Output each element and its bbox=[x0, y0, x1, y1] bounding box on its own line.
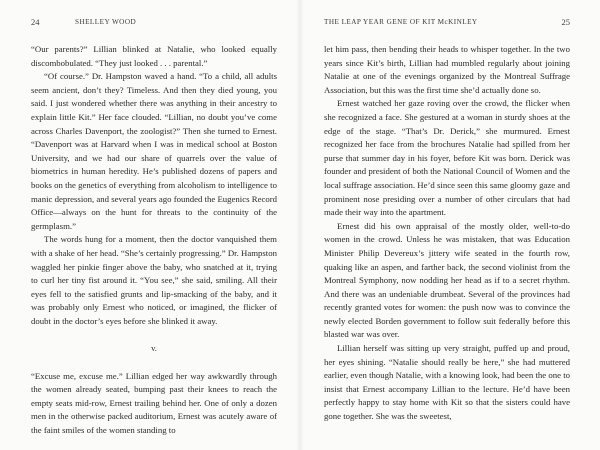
left-page-header bbox=[31, 17, 277, 29]
paragraph: “Of course.” Dr. Hampston waved a hand. “To a child, all adults seem ancient, don’t they? Timeless. And then they died young, you said. I just wondered whether there was anything in their ancestry to explain little Kit.” Her face clouded. “Lillian, no doubt you’ve come across Charles Davenport, the zoologist?” Then she turned to Ernest. “Davenport was at Harvard when I was in medical school at Boston University, and we had our share of quarrels over the value of biometrics in human heredity. He’s published dozens of papers and books on the genetics of everything from alcoholism to intelligence to manic depression, and several years ago founded the Eugenics Record Office—always on the hunt for threats to the continuity of the germplasm.” bbox=[31, 71, 277, 231]
running-head: SHELLEY WOOD bbox=[75, 17, 137, 26]
paragraph: Ernest did his own appraisal of the mostly older, well-to-do women in the crowd. Unless he was mistaken, that was Education Minister Philip Devereux’s jittery wife seated in the fourth row, quaking like an aspen, and farther back, the second violinist from the Montreal Symphony, now nodding her head as if to a secret rhythm. And there was an undeniable drumbeat. Several of the provinces had recently granted votes for women: the push now was to convince the newly elected Borden government to follow suit federally before this blasted war was over. bbox=[324, 220, 570, 340]
page-number: 24 bbox=[31, 17, 40, 27]
section-break: v. bbox=[151, 343, 157, 354]
paragraph: Ernest watched her gaze roving over the crowd, the flicker when she recognized a face. She gestured at a woman in sturdy shoes at the edge of the stage. “That’s Dr. Derick,” she murmured. Ernest recognized her face from the brochures Natalie had spilled from her purse that summer day in his foyer, before Kit was born. Derick was founder and president of both the National Council of Women and the local suffrage association. He’d since seen this same gloomy gaze and prominent nose presiding over a number of other circulars that had made their way into the apartment. bbox=[324, 98, 570, 218]
page-number: 25 bbox=[561, 17, 570, 27]
running-head: THE LEAP YEAR GENE OF KIT McKINLEY bbox=[324, 17, 478, 26]
paragraph: “Our parents?” Lillian blinked at Natalie, who looked equally discombobulated. “They just looked . . . parental.” bbox=[31, 44, 277, 68]
paragraph: let him pass, then bending their heads to whisper together. In the two years since Kit’s birth, Lillian had mumbled regularly about joining Natalie at one of the evenings organized by the Montreal Suffrage Association, but this was the first time she’d actually done so. bbox=[324, 44, 570, 95]
paragraph: “Excuse me, excuse me.” Lillian edged her way awkwardly through the women already seated, bumping past their knees to reach the empty seats mid-row, Ernest trailing behind her. One of only a dozen men in the otherwise packed auditorium, Ernest was acutely aware of the faint smiles of the women standing to bbox=[31, 370, 277, 436]
paragraph: The words hung for a moment, then the doctor vanquished them with a shake of her head. “She’s certainly progressing.” Dr. Hampston waggled her pinkie finger above the baby, who snatched at it, trying to curl her tiny fist around it. “You see,” she said, smiling. All their eyes fell to the satisfied grunts and lip-smacking of the baby, and it was probably only Ernest who noticed, or imagined, the flicker of doubt in the doctor’s eyes before she blinked it away. bbox=[31, 234, 277, 326]
right-page-body bbox=[324, 43, 570, 424]
right-page bbox=[300, 0, 600, 450]
paragraph: Lillian herself was sitting up very straight, puffed up and proud, her eyes shining. “Natalie should really be here,” she had muttered earlier, even though Natalie, with a knowing look, had been the one to insist that Ernest accompany Lillian to the lecture. He’d have been perfectly happy to stay home with Kit so that the sisters could have gone together. She was the sweetest, bbox=[324, 343, 570, 422]
right-page-header bbox=[324, 17, 570, 29]
left-page-body bbox=[31, 43, 277, 438]
